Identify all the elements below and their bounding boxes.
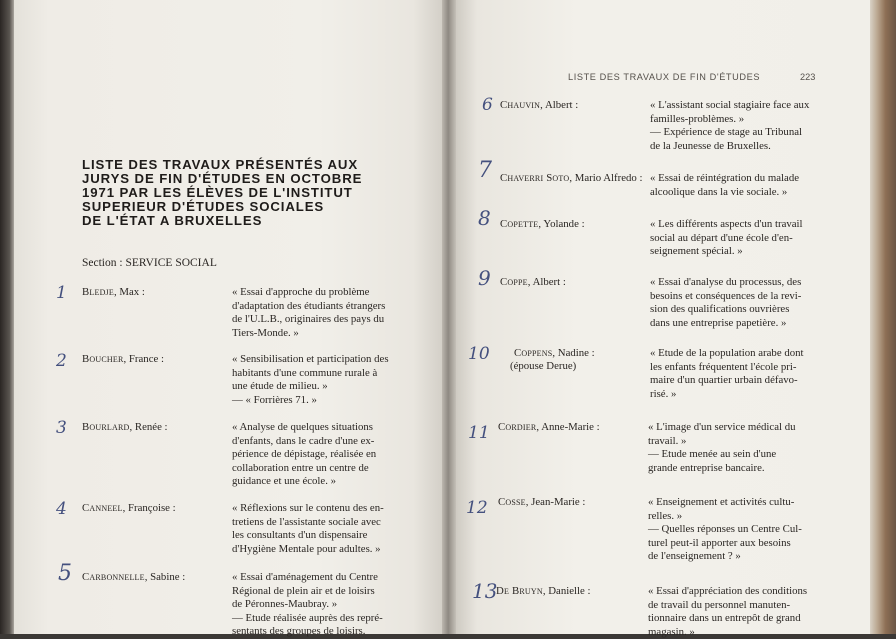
- handwritten-number: 9: [478, 266, 491, 290]
- page-number: 223: [800, 72, 816, 82]
- thesis-description: « Réflexions sur le contenu des en- tretiens de l'assistante sociale avec les consultants d'un dispensaire d'Hygiène Mentale pour adultes. »: [232, 502, 384, 555]
- student-name: Carbonnelle, Sabine :: [82, 571, 186, 583]
- thesis-description: « Analyse de quelques situations d'enfants, dans le cadre d'une ex- périence de dépistage, réalisée en collaboration entre un centre de guidance et une école. »: [232, 421, 377, 488]
- handwritten-number: 1: [56, 283, 67, 303]
- handwritten-number: 10: [468, 344, 490, 364]
- student-name: Coppens, Nadine :: [514, 347, 595, 359]
- thesis-description: « L'image d'un service médical du travail. » — Etude menée au sein d'une grande entreprise bancaire.: [648, 421, 796, 474]
- handwritten-number: 7: [478, 158, 492, 183]
- handwritten-number: 5: [58, 561, 72, 586]
- document-title: [82, 158, 412, 228]
- handwritten-number: 8: [478, 206, 491, 230]
- thesis-description: « Enseignement et activités cultu- relles. » — Quelles réponses un Centre Cul- turel peut-il apporter aux besoins de l'enseignement ? »: [648, 496, 802, 563]
- thesis-description: « Essai d'appréciation des conditions de travail du personnel manuten- tionnaire dans un entrepôt de grand magasin. »: [648, 585, 808, 638]
- section-heading: Section : SERVICE SOCIAL: [82, 257, 217, 269]
- book-spine: [442, 0, 456, 634]
- student-name: Chaverri Soto, Mario Alfredo :: [500, 172, 643, 184]
- handwritten-number: 12: [466, 498, 488, 518]
- student-name: Cordier, Anne-Marie :: [498, 421, 600, 433]
- title-line: DE L'ÉTAT A BRUXELLES: [82, 213, 263, 228]
- student-name: De Bruyn, Danielle :: [496, 585, 591, 597]
- handwritten-number: 11: [468, 423, 490, 443]
- handwritten-number: 6: [482, 95, 493, 115]
- handwritten-number: 2: [56, 351, 67, 371]
- title-line: LISTE DES TRAVAUX PRÉSENTÉS AUX: [82, 157, 359, 172]
- thesis-description: « L'assistant social stagiaire face aux familles-problèmes. » — Expérience de stage au Tribunal de la Jeunesse de Bruxelles.: [650, 99, 810, 152]
- student-name: Coppe, Albert :: [500, 276, 566, 288]
- thesis-description: « Essai d'analyse du processus, des besoins et conséquences de la revi- sion des qualifications ouvrières dans une entreprise papetière. »: [650, 276, 802, 329]
- student-name: Bourlard, Renée :: [82, 421, 168, 433]
- thesis-description: « Les différents aspects d'un travail social au départ d'une école d'en- seignement spécial. »: [650, 218, 803, 258]
- thesis-description: « Sensibilisation et participation des habitants d'une commune rurale à une étude de milieu. » — « Forrières 71. »: [232, 353, 389, 406]
- student-name: Canneel, Françoise :: [82, 502, 176, 514]
- handwritten-number: 4: [56, 499, 67, 519]
- student-name: Bledje, Max :: [82, 286, 145, 298]
- thesis-description: « Essai d'approche du problème d'adaptation des étudiants étrangers de l'U.L.B., originaires des pays du Tiers-Monde. »: [232, 286, 386, 339]
- student-name: Copette, Yolande :: [500, 218, 585, 230]
- student-maiden-note: (épouse Derue): [510, 360, 577, 372]
- student-name: Cosse, Jean-Marie :: [498, 496, 586, 508]
- title-line: SUPERIEUR D'ÉTUDES SOCIALES: [82, 199, 325, 214]
- thesis-description: « Essai d'aménagement du Centre Régional de plein air et de loisirs de Péronnes-Maubray. » — Etude réalisée auprès des repré- sentants des groupes de loisirs.: [232, 571, 383, 638]
- handwritten-number: 13: [472, 579, 498, 603]
- book-edge-right: [870, 0, 896, 634]
- thesis-description: « Essai de réintégration du malade alcoolique dans la vie sociale. »: [650, 172, 800, 198]
- running-head: LISTE DES TRAVAUX DE FIN D'ÉTUDES: [568, 72, 761, 82]
- student-name: Boucher, France :: [82, 353, 164, 365]
- title-line: 1971 PAR LES ÉLÈVES DE L'INSTITUT: [82, 185, 353, 200]
- student-name: Chauvin, Albert :: [500, 99, 579, 111]
- handwritten-number: 3: [56, 418, 67, 438]
- title-line: JURYS DE FIN D'ÉTUDES EN OCTOBRE: [82, 171, 363, 186]
- thesis-description: « Etude de la population arabe dont les enfants fréquentent l'école pri- maire d'un quartier urbain défavo- risé. »: [650, 347, 804, 400]
